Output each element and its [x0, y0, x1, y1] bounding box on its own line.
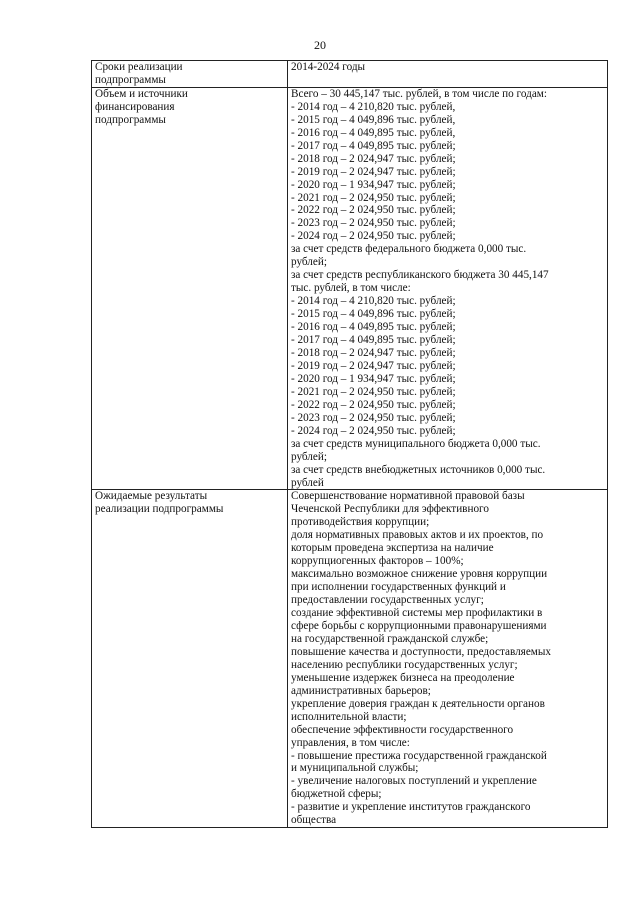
content-line: Совершенствование нормативной правовой базы	[291, 490, 525, 503]
content-line: сфере борьбы с коррупционными правонарушениями	[291, 619, 547, 632]
content-line: тыс. рублей, в том числе:	[291, 282, 411, 295]
content-line: - 2024 год – 2 024,950 тыс. рублей;	[291, 230, 456, 243]
content-line: рублей;	[291, 256, 327, 269]
content-line: Чеченской Республики для эффективного	[291, 503, 489, 516]
passport-table	[91, 60, 608, 828]
content-line: - 2017 год – 4 049,895 тыс. рублей;	[291, 139, 456, 152]
content-line: - 2020 год – 1 934,947 тыс. рублей;	[291, 178, 456, 191]
content-line: - 2023 год – 2 024,950 тыс. рублей;	[291, 217, 456, 230]
content-line: за счет средств внебюджетных источников 0,000 тыс.	[291, 463, 546, 476]
content-line: рублей;	[291, 450, 327, 463]
content-line: противодействия коррупции;	[291, 516, 430, 529]
row-funding	[92, 87, 608, 490]
label-line: реализации подпрограммы	[95, 503, 224, 516]
content-line: при исполнении государственных функций и	[291, 581, 506, 594]
content-line: доля нормативных правовых актов и их проектов, по	[291, 529, 544, 542]
content-line: рублей	[291, 476, 324, 489]
content-line: на государственной гражданской службе;	[291, 632, 489, 645]
content-line: управления, в том числе:	[291, 736, 410, 749]
cell-content	[288, 87, 608, 490]
content-line: - 2024 год – 2 024,950 тыс. рублей;	[291, 424, 456, 437]
content-line: - 2021 год – 2 024,950 тыс. рублей;	[291, 385, 456, 398]
label-line: Объем и источники	[95, 87, 188, 100]
content-line: населению республики государственных услуг;	[291, 658, 518, 671]
label-line: Сроки реализации	[95, 61, 183, 73]
content-line: - 2022 год – 2 024,950 тыс. рублей;	[291, 204, 456, 217]
cell-label	[92, 490, 288, 828]
content-line: Всего – 30 445,147 тыс. рублей, в том числе по годам:	[291, 87, 547, 100]
content-line: обеспечение эффективности государственного	[291, 723, 514, 736]
content-line: - 2015 год – 4 049,896 тыс. рублей;	[291, 308, 456, 321]
content-line: исполнительной власти;	[291, 710, 407, 723]
content-line: административных барьеров;	[291, 684, 431, 697]
content-line: - 2015 год – 4 049,896 тыс. рублей,	[291, 113, 456, 126]
content-line: - 2017 год – 4 049,895 тыс. рублей;	[291, 334, 456, 347]
cell-content	[288, 490, 608, 828]
label-line: подпрограммы	[95, 73, 166, 86]
content-line: - 2022 год – 2 024,950 тыс. рублей;	[291, 398, 456, 411]
content-line: - повышение престижа государственной гражданской	[291, 749, 547, 762]
content-line: - 2016 год – 4 049,895 тыс. рублей,	[291, 126, 456, 139]
content-line: общества	[291, 814, 337, 827]
content-line: - 2018 год – 2 024,947 тыс. рублей;	[291, 346, 456, 359]
content-line: - увеличение налоговых поступлений и укрепление	[291, 775, 537, 788]
content-line: - 2014 год – 4 210,820 тыс. рублей,	[291, 100, 456, 113]
cell-label	[92, 61, 288, 88]
content-line: за счет средств республиканского бюджета 30 445,147	[291, 269, 549, 282]
content-line: - 2021 год – 2 024,950 тыс. рублей;	[291, 191, 456, 204]
content-line: уменьшение издержек бизнеса на преодоление	[291, 671, 515, 684]
content-line: - 2020 год – 1 934,947 тыс. рублей;	[291, 372, 456, 385]
content-line: коррупциогенных факторов – 100%;	[291, 555, 464, 568]
content-line: которым проведена экспертиза на наличие	[291, 542, 494, 555]
content-line: - 2018 год – 2 024,947 тыс. рублей;	[291, 152, 456, 165]
label-line: подпрограммы	[95, 113, 166, 126]
content-line: за счет средств федерального бюджета 0,000 тыс.	[291, 243, 527, 256]
page-number: 20	[314, 38, 326, 52]
content-line: за счет средств муниципального бюджета 0,000 тыс.	[291, 437, 541, 450]
row-expected-results	[92, 490, 608, 828]
content-line: и муниципальной службы;	[291, 762, 419, 775]
content-line: 2014-2024 годы	[291, 61, 366, 73]
content-line: повышение качества и доступности, предоставляемых	[291, 645, 551, 658]
content-line: бюджетной сферы;	[291, 788, 382, 801]
row-implementation-period	[92, 61, 608, 88]
content-line: укрепление доверия граждан к деятельности органов	[291, 697, 545, 710]
content-line: - 2016 год – 4 049,895 тыс. рублей;	[291, 321, 456, 334]
content-line: предоставлении государственных услуг;	[291, 594, 484, 607]
content-line: создание эффективной системы мер профилактики в	[291, 607, 543, 620]
label-line: Ожидаемые результаты	[95, 490, 208, 503]
content-line: - 2019 год – 2 024,947 тыс. рублей;	[291, 165, 456, 178]
content-line: - развитие и укрепление институтов гражданского	[291, 801, 531, 814]
cell-label	[92, 87, 288, 490]
label-line: финансирования	[95, 100, 175, 113]
cell-content	[288, 61, 608, 88]
content-line: - 2014 год – 4 210,820 тыс. рублей;	[291, 295, 456, 308]
content-line: максимально возможное снижение уровня коррупции	[291, 568, 548, 581]
content-line: - 2019 год – 2 024,947 тыс. рублей;	[291, 359, 456, 372]
content-line: - 2023 год – 2 024,950 тыс. рублей;	[291, 411, 456, 424]
